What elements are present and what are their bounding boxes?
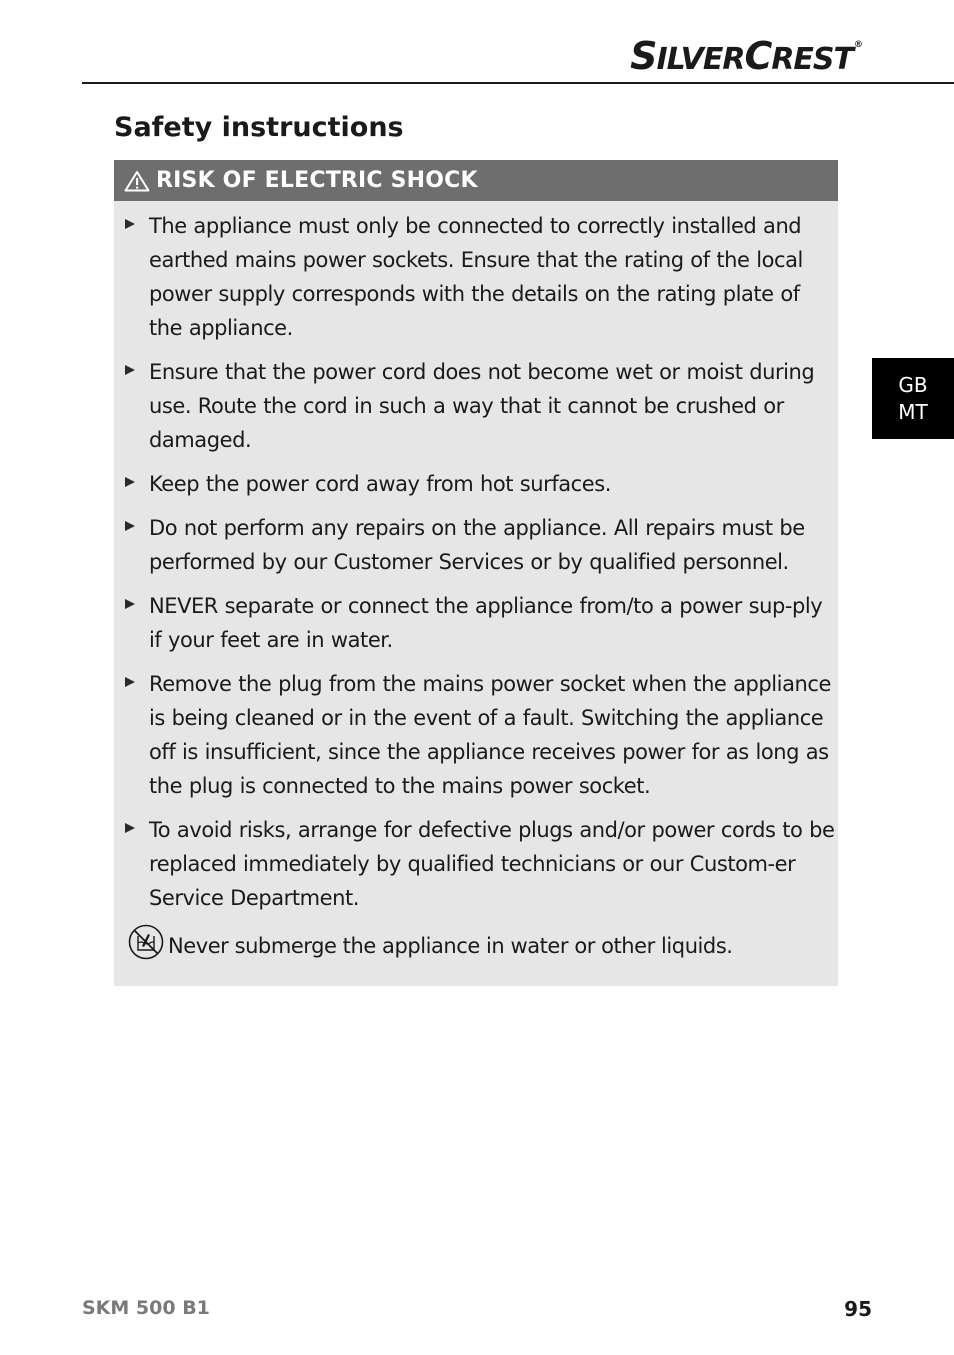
- warning-box: [114, 160, 838, 986]
- bullet-arrow-icon: [125, 219, 135, 229]
- registered-mark: ®: [854, 40, 862, 50]
- bullet-arrow-icon: [125, 365, 135, 375]
- no-submerge-icon: [128, 924, 164, 960]
- language-tab: [872, 358, 954, 439]
- bullet-arrow-icon: [125, 521, 135, 531]
- list-item-text: To avoid risks, arrange for defective plugs and/or power cords to be replaced immediately by qualified technicians or our Custom-er Service Department.: [149, 818, 835, 910]
- list-item-text: Remove the plug from the mains power socket when the appliance is being cleaned or in the event of a fault. Switching the appliance off is insufficient, since the appliance receives power for as long as the plug is connected to the mains power socket.: [149, 672, 831, 798]
- list-item: [114, 209, 838, 345]
- bullet-arrow-icon: [125, 599, 135, 609]
- list-item: [114, 667, 838, 803]
- list-item: [114, 511, 838, 579]
- submerge-text: Never submerge the appliance in water or other liquids.: [168, 934, 733, 958]
- safety-list: [114, 201, 838, 915]
- list-item: [114, 467, 838, 501]
- warning-triangle-icon: [124, 170, 150, 192]
- list-item-text: The appliance must only be connected to correctly installed and earthed mains power sockets. Ensure that the rating of the local power supply corresponds with the details on the rating plate of the appliance.: [149, 214, 803, 340]
- brand-logo: [630, 34, 862, 78]
- language-code-gb: GB: [898, 372, 928, 397]
- warning-title: RISK OF ELECTRIC SHOCK: [156, 168, 478, 193]
- brand-initial-2: C: [744, 34, 772, 78]
- list-item-text: Keep the power cord away from hot surfaces.: [149, 472, 611, 496]
- warning-box-header: [114, 160, 838, 201]
- model-number: SKM 500 B1: [82, 1297, 210, 1319]
- list-item-text: Do not perform any repairs on the appliance. All repairs must be performed by our Customer Services or by qualified personnel.: [149, 516, 805, 574]
- list-item: [114, 355, 838, 457]
- list-item: [114, 589, 838, 657]
- list-item: [114, 813, 838, 915]
- language-code-mt: MT: [898, 399, 928, 424]
- brand-rest-2: REST: [771, 42, 853, 77]
- page-title: Safety instructions: [114, 112, 404, 143]
- brand-rest-1: ILVER: [656, 42, 745, 77]
- brand-initial-1: S: [630, 34, 657, 78]
- bullet-arrow-icon: [125, 677, 135, 687]
- list-item-text: Ensure that the power cord does not become wet or moist during use. Route the cord in such a way that it cannot be crushed or damaged.: [149, 360, 815, 452]
- header-rule: [82, 82, 954, 84]
- page-number: 95: [844, 1297, 872, 1321]
- bullet-arrow-icon: [125, 477, 135, 487]
- list-item-text: NEVER separate or connect the appliance from/to a power sup-ply if your feet are in water.: [149, 594, 823, 652]
- submerge-notice: [128, 932, 733, 960]
- bullet-arrow-icon: [125, 823, 135, 833]
